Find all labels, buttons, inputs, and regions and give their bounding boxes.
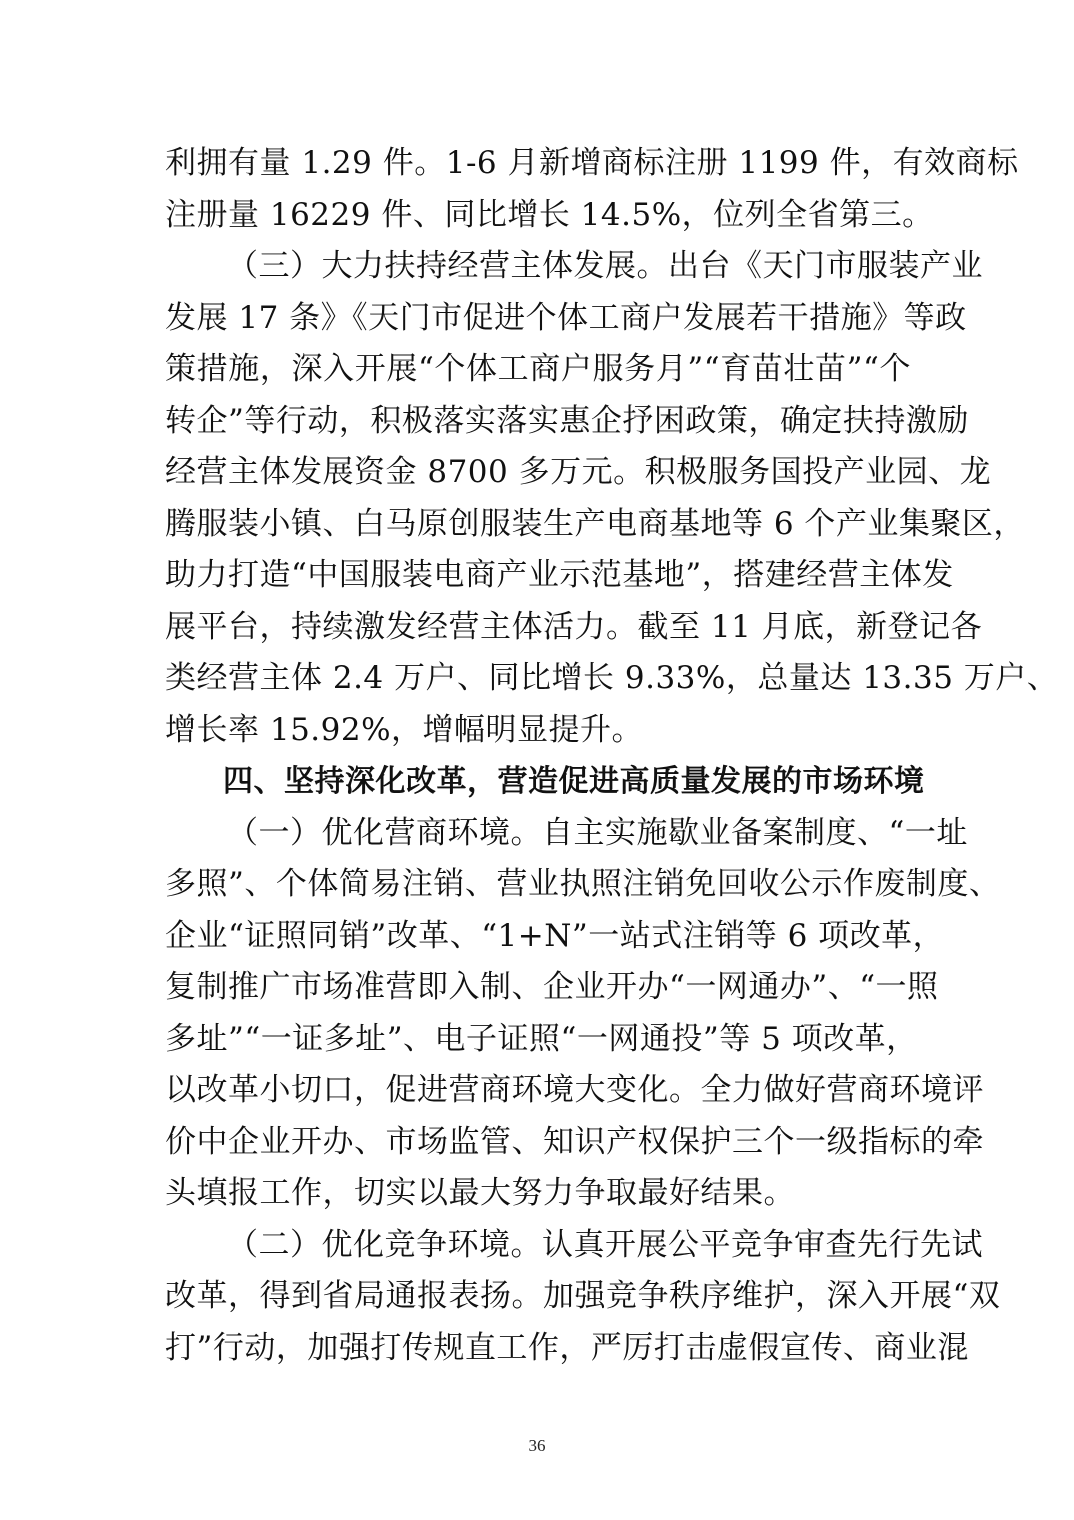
paragraph-start-line: （三）大力扶持经营主体发展。出台《天门市服装产业 — [227, 248, 983, 284]
body-text — [165, 138, 1059, 1374]
text-line: 展平台，持续激发经营主体活力。截至 11 月底，新登记各 — [165, 608, 983, 645]
text-line: 经营主体发展资金 8700 多万元。积极服务国投产业园、龙 — [165, 454, 992, 490]
text-line: 策措施，深入开展“个体工商户服务月”“育苗壮苗”“个 — [165, 351, 911, 387]
text-line: 企业“证照同销”改革、“1+N”一站式注销等 6 项改革， — [165, 917, 945, 954]
text-line: 注册量 16229 件、同比增长 14.5%，位列全省第三。 — [165, 196, 934, 233]
text-line: 头填报工作，切实以最大努力争取最好结果。 — [165, 1175, 795, 1211]
paragraph-start-line: （一）优化营商环境。自主实施歇业备案制度、“一址 — [227, 814, 968, 851]
text-line: 类经营主体 2.4 万户、同比增长 9.33%，总量达 13.35 万户、 — [165, 660, 1059, 696]
text-line: 腾服装小镇、白马原创服装生产电商基地等 6 个产业集聚区， — [165, 505, 1025, 542]
section-heading: 四、坚持深化改革，营造促进高质量发展的市场环境 — [223, 764, 925, 799]
page-number: 36 — [528, 1436, 546, 1455]
text-line: 多址”“一证多址”、电子证照“一网通投”等 5 项改革， — [165, 1020, 918, 1057]
text-line: 利拥有量 1.29 件。1-6 月新增商标注册 1199 件，有效商标 — [165, 145, 1019, 181]
text-line: 打”行动，加强打传规直工作，严厉打击虚假宣传、商业混 — [165, 1329, 969, 1366]
text-line: 助力打造“中国服装电商产业示范基地”，搭建经营主体发 — [165, 557, 954, 593]
text-line: 多照”、个体简易注销、营业执照注销免回收公示作废制度、 — [165, 866, 1001, 902]
text-line: 增长率 15.92%，增幅明显提升。 — [165, 711, 644, 748]
text-line: 转企”等行动，积极落实落实惠企抒困政策，确定扶持激励 — [165, 402, 969, 439]
text-line: 以改革小切口，促进营商环境大变化。全力做好营商环境评 — [165, 1072, 984, 1108]
text-line: 复制推广市场准营即入制、企业开办“一网通办”、“一照 — [165, 969, 939, 1005]
text-line: 发展 17 条》《天门市促进个体工商户发展若干措施》等政 — [165, 299, 967, 336]
paragraph-start-line: （二）优化竞争环境。认真开展公平竞争审查先行先试 — [227, 1226, 983, 1263]
text-line: 改革，得到省局通报表扬。加强竞争秩序维护，深入开展“双 — [165, 1278, 1001, 1314]
text-line: 价中企业开办、市场监管、知识产权保护三个一级指标的牵 — [165, 1123, 984, 1160]
